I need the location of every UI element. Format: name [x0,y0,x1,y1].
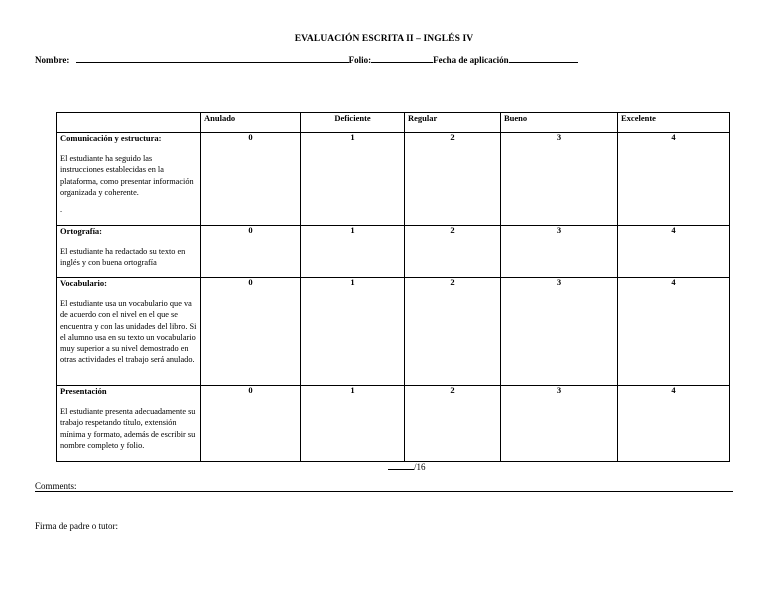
score-cell-bueno[interactable]: 3 [501,278,618,386]
criterion-description: El estudiante usa un vocabulario que va de acuerdo con el nivel en el que se encuentra y con las unidades del libro. Si el alumno usa en su texto un vocabulario muy superior a su nivel demostrado en otras actividades el trabajo será anulado. [60,299,197,365]
date-label: Fecha de aplicación [433,55,509,65]
score-cell-anulado[interactable]: 0 [201,226,301,278]
comments-line[interactable] [35,491,733,492]
date-blank[interactable] [509,54,578,63]
rubric-row-vocabulario [57,278,730,386]
score-cell-bueno[interactable]: 3 [501,226,618,278]
criteria-header-cell [57,113,201,133]
column-header-excelente: Excelente [618,113,730,133]
score-cell-bueno[interactable]: 3 [501,386,618,462]
criterion-cell [57,226,201,278]
score-cell-excelente[interactable]: 4 [618,278,730,386]
criterion-name: Ortografía: [60,226,103,236]
comments-label: Comments: [35,481,77,491]
document-title: EVALUACIÓN ESCRITA II – INGLÉS IV [294,34,474,44]
folio-label: Folio: [348,55,372,65]
total-label: /16 [414,462,426,472]
criterion-cell [57,133,201,226]
criterion-cell [57,278,201,386]
column-header-deficiente: Deficiente [301,113,405,133]
total-score [388,461,426,472]
criterion-name: Comunicación y estructura: [60,133,162,143]
criterion-description: El estudiante ha redactado su texto en inglés y con buena ortografía [60,247,186,268]
rubric-header-row [57,113,730,133]
rubric-row-presentacion [57,386,730,462]
criterion-name: Vocabulario: [60,278,107,288]
score-cell-regular[interactable]: 2 [405,278,501,386]
criterion-description: El estudiante ha seguido las instrucciones establecidas en la plataforma, como presentar información organizada y coherente. [60,154,194,197]
name-blank[interactable] [76,54,349,63]
score-cell-anulado[interactable]: 0 [201,278,301,386]
score-cell-regular[interactable]: 2 [405,226,501,278]
score-cell-deficiente[interactable]: 1 [301,278,405,386]
score-cell-deficiente[interactable]: 1 [301,133,405,226]
column-header-regular: Regular [405,113,501,133]
score-cell-regular[interactable]: 2 [405,386,501,462]
score-cell-anulado[interactable]: 0 [201,133,301,226]
score-cell-excelente[interactable]: 4 [618,226,730,278]
score-cell-excelente[interactable]: 4 [618,386,730,462]
score-cell-deficiente[interactable]: 1 [301,226,405,278]
score-cell-bueno[interactable]: 3 [501,133,618,226]
rubric-row-ortografia [57,226,730,278]
rubric-row-comunicacion [57,133,730,226]
criterion-description: El estudiante presenta adecuadamente su trabajo respetando título, extensión mínima y formato, además de escribir su nombre completo y folio. [60,407,196,450]
score-cell-anulado[interactable]: 0 [201,386,301,462]
score-cell-excelente[interactable]: 4 [618,133,730,226]
criterion-cell [57,386,201,462]
column-header-bueno: Bueno [501,113,618,133]
signature-label: Firma de padre o tutor: [35,521,118,531]
column-header-anulado: Anulado [201,113,301,133]
folio-blank[interactable] [371,54,433,63]
criterion-name: Presentación [60,386,107,396]
student-info-line [35,54,578,65]
total-blank[interactable] [388,461,414,470]
rubric-table [56,112,730,462]
score-cell-regular[interactable]: 2 [405,133,501,226]
name-label: Nombre: [35,55,70,65]
criterion-extra: . [60,205,63,215]
score-cell-deficiente[interactable]: 1 [301,386,405,462]
